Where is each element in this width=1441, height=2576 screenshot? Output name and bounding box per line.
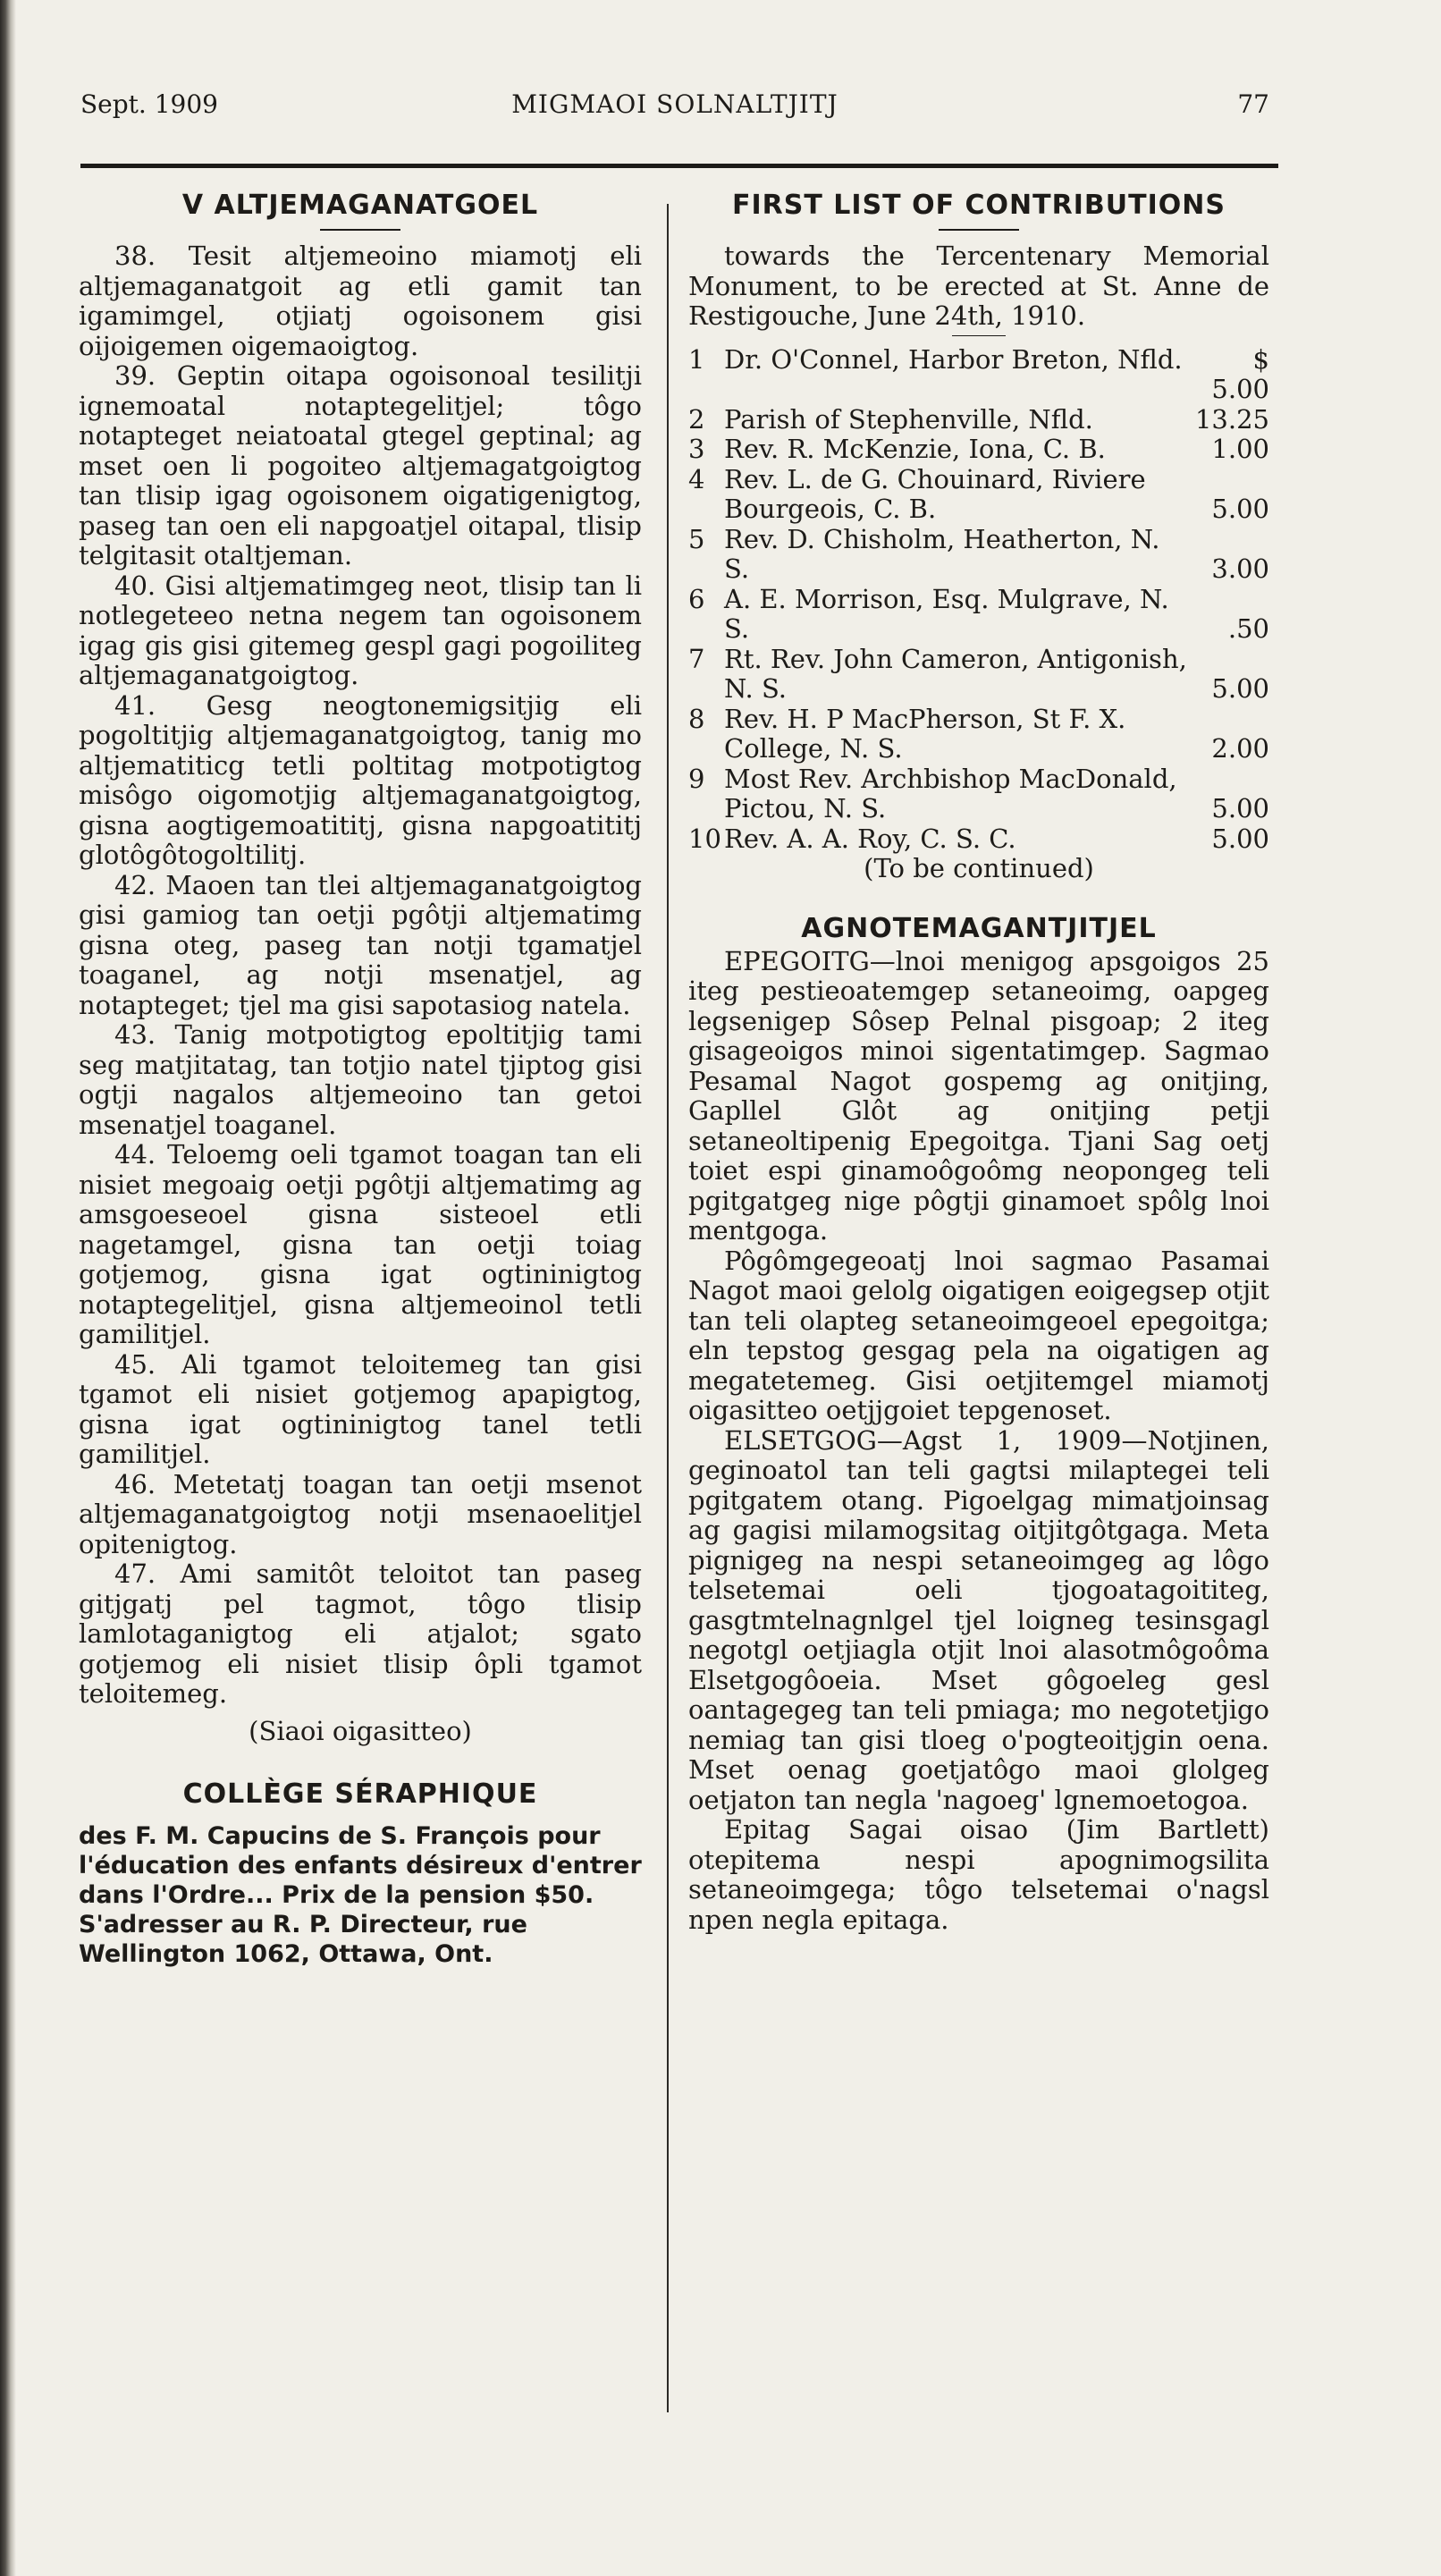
contribution-number: 8: [688, 703, 705, 734]
contributions-intro: towards the Tercentenary Memorial Monument, to be erected at St. Anne de Restigouche, June 24th, 1910.: [688, 241, 1269, 331]
contribution-number: 1: [688, 343, 705, 375]
contributor-name: Rev. H. P MacPherson, St F. X. College, N. S.: [724, 703, 1126, 764]
heading-rule: [939, 229, 1019, 231]
college-text: des F. M. Capucins de S. François pour l'éducation des enfants désireux d'entrer dans l'Ordre... Prix de la pension $50. S'adresser au R. P. Directeur, rue Wellington 1062, Ottawa, Ont.: [79, 1822, 642, 1968]
contribution-amount: 3.00: [1211, 553, 1269, 584]
contribution-amount: .50: [1227, 613, 1269, 644]
contributor-name: Most Rev. Archbishop MacDonald, Pictou, N. S.: [724, 763, 1177, 823]
contributor-name: Rev. R. McKenzie, Iona, C. B.: [724, 434, 1106, 464]
list-item: [688, 705, 1269, 764]
contributions-heading: FIRST LIST OF CONTRIBUTIONS: [732, 190, 1226, 221]
list-item: [688, 435, 1269, 465]
contribution-amount: $ 5.00: [1211, 343, 1269, 404]
page-binding-shadow: [0, 0, 16, 2576]
article-paragraph: 44. Teloemg oeli tgamot toagan tan eli nisiet megoaig oetji pgôtji altjematimg ag amsgoeseoel gisna sisteoel etli nagetamgel, gisna tan oetji toiag gotjemog, gisna igat ogtininigtog notaptegelitjel, gisna altjemeoinol tetli gamilitjel.: [79, 1139, 642, 1349]
contribution-amount: 13.25: [1194, 403, 1269, 435]
contribution-amount: 5.00: [1211, 823, 1269, 854]
contribution-amount: 1.00: [1211, 434, 1269, 464]
right-column: [688, 188, 1269, 1935]
contributor-name: A. E. Morrison, Esq. Mulgrave, N. S.: [724, 583, 1169, 644]
article-paragraph: 39. Geptin oitapa ogoisonoal tesilitji ignemoatal notaptegelitjel; tôgo notapteget neiatoatal gtegel geptinal; ag mset oen li pogoiteo altjemagatgoigtog tan tlisip igag ogoisonem oigatigenigtog, paseg tan oen eli napgoatjel oitapal, tlisip telgitasit otaltjeman.: [79, 360, 642, 570]
short-dash: [952, 335, 1006, 336]
college-heading: COLLÈGE SÉRAPHIQUE: [182, 1778, 538, 1810]
article-paragraph: 47. Ami samitôt teloitot tan paseg gitjgatj pel tagmot, tôgo tlisip lamlotaganigtog eli atjalot; sgato gotjemog eli nisiet tlisip ôpli tgamot teloitemeg.: [79, 1558, 642, 1709]
page-header: [80, 89, 1269, 125]
contribution-number: 7: [688, 643, 705, 674]
contribution-number: 10: [688, 823, 721, 854]
article-paragraph: 38. Tesit altjemeoino miamotj eli altjemaganatgoit ag etli gamit tan igamimgel, otjiatj ogoisonem gisi oijoigemen oigemaoigtog.: [79, 241, 642, 361]
news-paragraph: EPEGOITG—lnoi menigog apsgoigos 25 iteg pestieoatemgep setaneoimg, oapgeg legsenigep Sôsep Pelnal pisgoap; 2 iteg gisageoigos minoi sigentatimgep. Sagmao Pesamal Nagot gospemg ag onitjing, Gapllel Glôt ag onitjing petji setaneoltipenig Epegoitga. Tjani Sag oetj toiet espi ginamoôgoômg neopongeg teli pgitgatgeg nige pôgtji ginamoet spôlg lnoi mentgoga.: [688, 945, 1269, 1246]
list-item: [688, 824, 1269, 855]
newspaper-page: [72, 0, 1269, 2576]
contribution-number: 9: [688, 763, 705, 794]
page-number: 77: [1237, 89, 1269, 119]
contribution-amount: 5.00: [1211, 494, 1269, 524]
left-column-heading: V ALTJEMAGANATGOEL: [181, 190, 539, 221]
continued-note: (Siaoi oigasitteo): [249, 1715, 472, 1746]
contributor-name: Parish of Stephenville, Nfld.: [724, 403, 1093, 435]
article-paragraph: 40. Gisi altjematimgeg neot, tlisip tan li notlegeteeo netna negem tan ogoisonem igag gis gisi gitemeg gespl gagi pogoiliteg altjemaganatgoigtog.: [79, 570, 642, 690]
issue-date: Sept. 1909: [80, 89, 218, 119]
contribution-number: 4: [688, 463, 705, 494]
contributor-name: Rev. L. de G. Chouinard, Riviere Bourgeois, C. B.: [724, 463, 1146, 524]
article-paragraph: 43. Tanig motpotigtog epoltitjig tami seg matjitatag, tan totjio natel tjiptog gisi ogtji nagalos altjemeoino tan getoi msenatjel toaganel.: [79, 1019, 642, 1140]
contribution-number: 2: [688, 403, 705, 435]
list-item: [688, 405, 1269, 435]
contributions-list: [688, 345, 1269, 855]
article-paragraph: 41. Gesg neogtonemigsitjig eli pogoltitjig altjemaganatgoigtog, tanig mo altjematiticg tetli poltitag motpotigtog misôgo oigomotjig altjemaganatgoigtog, gisna aogtigemoatititj, gisna napgoatititj glotôgôtogoltilitj.: [79, 689, 642, 870]
list-item: [688, 345, 1269, 405]
college-advertisement: [79, 1777, 642, 1969]
continued-note: (To be continued): [864, 853, 1094, 883]
section-gap: [79, 1746, 642, 1777]
contribution-amount: 5.00: [1211, 793, 1269, 823]
list-item: [688, 585, 1269, 645]
list-item: [688, 645, 1269, 705]
column-divider: [667, 204, 669, 2412]
news-paragraph: Epitag Sagai oisao (Jim Bartlett) otepitema nespi apognimogsilita setaneoimgega; tôgo telsetemai o'nagsl npen negla epitaga.: [688, 1814, 1269, 1935]
list-item: [688, 764, 1269, 824]
publication-title: MIGMAOI SOLNALTJITJ: [511, 89, 838, 119]
news-paragraph: Pôgômgegeoatj lnoi sagmao Pasamai Nagot maoi gelolg oigatigen eoigegsep otjit tan teli olapteg setaneoimgeoel epegoitga; eln tepstog gesgag pela na oigatigen ag megatetemeg. Gisi oetjitemgel miamotj oigasitteo oetjjgoiet tepgenoset.: [688, 1245, 1269, 1425]
contributor-name: Rt. Rev. John Cameron, Antigonish, N. S.: [724, 643, 1187, 704]
contributor-name: Rev. D. Chisholm, Heatherton, N. S.: [724, 523, 1160, 584]
contribution-number: 5: [688, 523, 705, 554]
article-paragraph: 46. Metetatj toagan tan oetji msenot altjemaganatgoigtog notji msenaoelitjel opitenigtog.: [79, 1468, 642, 1559]
contributor-name: Dr. O'Connel, Harbor Breton, Nfld.: [724, 343, 1183, 375]
news-heading: AGNOTEMAGANTJITJEL: [801, 912, 1157, 944]
contribution-number: 3: [688, 434, 705, 464]
left-column: [79, 188, 642, 1969]
article-paragraph: 45. Ali tgamot teloitemeg tan gisi tgamot eli nisiet gotjemog apapigtog, gisna igat ogtininigtog tanel tetli gamilitjel.: [79, 1348, 642, 1469]
heading-rule: [320, 229, 400, 231]
list-item: [688, 465, 1269, 525]
news-section: [688, 911, 1269, 1936]
article-paragraph: 42. Maoen tan tlei altjemaganatgoigtog gisi gamiog tan oetji pgôtji altjematimg gisna oteg, paseg tan notji tgamatjel toaganel, ag notji msenatjel, ag notapteget; tjel ma gisi sapotasiog natela.: [79, 869, 642, 1020]
contribution-amount: 2.00: [1211, 733, 1269, 764]
list-item: [688, 525, 1269, 585]
contribution-amount: 5.00: [1211, 673, 1269, 704]
news-paragraph: ELSETGOG—Agst 1, 1909—Notjinen, geginoatol tan teli gagtsi milaptegei teli pgitgatem otang. Pigoelgag mimatjoinsag ag gagisi milamogsitag oitjitgôtgaga. Meta pignigeg na nespi setaneoimgeg ag lôgo telsetemai oeli tjogoatagoititeg, gasgtmtelnagnlgel tjel loigneg tesinsgagl negotgl oetjiagla otjit lnoi alasotmôgoôma Elsetgogôoeia. Mset gôgoeleg gesl oantagegeg tan teli pmiaga; mo negotetjigo nemiag tan gisi tloeg o'pogteoitjgin oena. Mset oenag goetjatôgo maoi glolgeg oetjaton tan negla 'nagoeg' lgnemoetogoa.: [688, 1424, 1269, 1815]
header-rule: [80, 164, 1278, 168]
contributor-name: Rev. A. A. Roy, C. S. C.: [724, 823, 1016, 854]
contribution-number: 6: [688, 583, 705, 614]
